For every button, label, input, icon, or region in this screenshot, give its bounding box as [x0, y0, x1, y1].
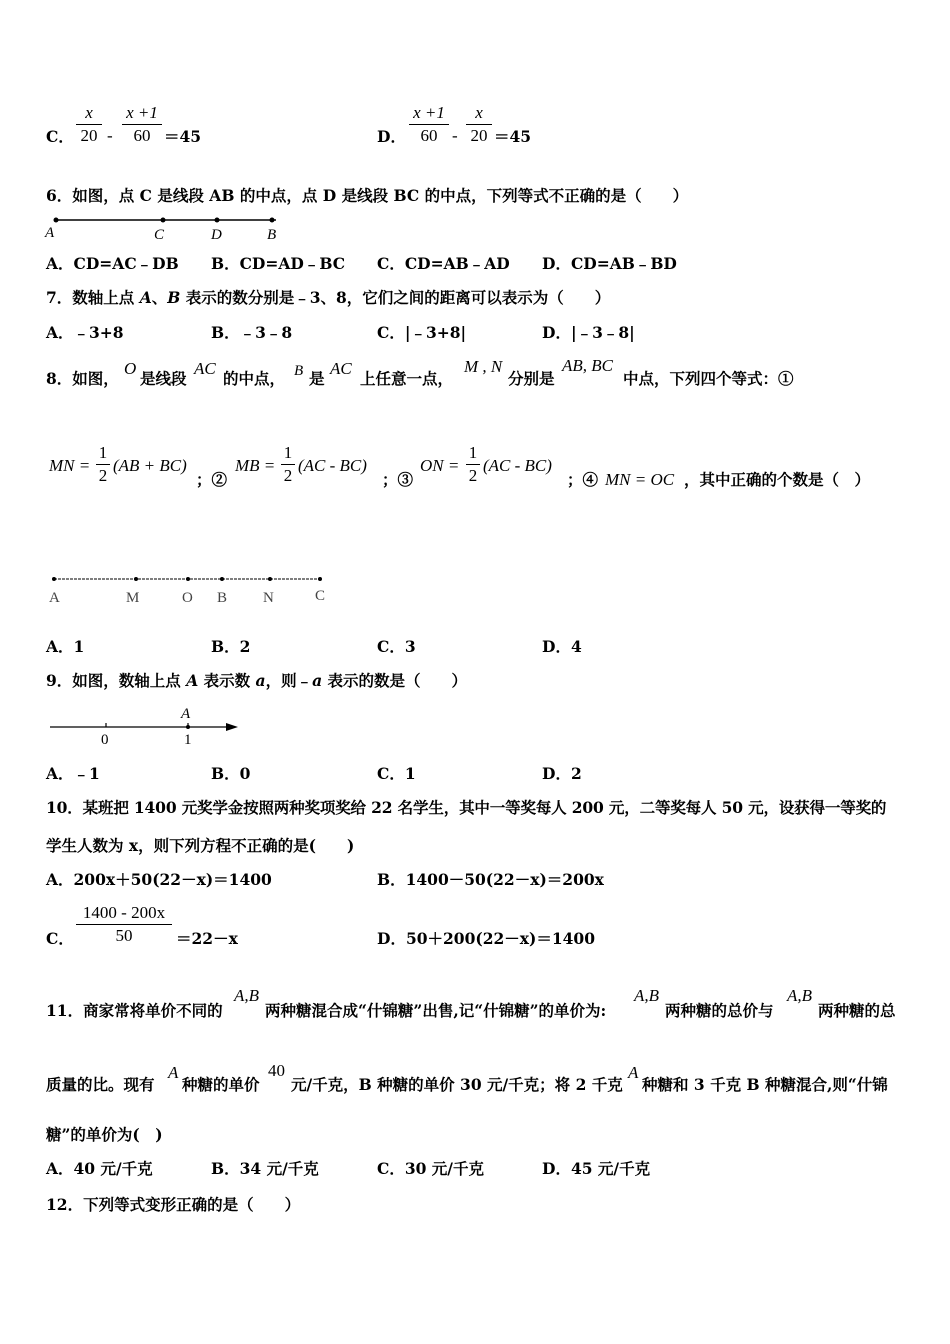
q8-option-a: A．1: [46, 637, 85, 656]
q5-option-d-label: D．: [377, 127, 406, 146]
q9-number-line: [46, 704, 246, 749]
q5-d-fraction-1: x +1 60: [409, 103, 449, 146]
q6-point-b-label: B: [267, 227, 277, 243]
q6-point-d-dot: [215, 218, 220, 223]
q7-option-d: D．|﹣3﹣8|: [542, 323, 635, 342]
q8-point-a-dot: [52, 577, 56, 581]
q10-option-b: B．1400－50(22－x)＝200x: [377, 870, 604, 889]
q9-option-d: D．2: [542, 764, 582, 783]
q9-arrow-icon: [226, 723, 238, 731]
q5-c-fraction-2: x +1 60: [122, 103, 162, 146]
q8-option-d: D．4: [542, 637, 582, 656]
q8-option-c: C．3: [377, 637, 416, 656]
q8-point-o-dot: [186, 577, 190, 581]
q8-eq1-rhs: (AB + BC): [113, 456, 187, 475]
q8-eq2-half: 1 2: [281, 443, 295, 486]
q8-point-m-label: M: [126, 590, 140, 606]
q6-point-c-label: C: [154, 227, 165, 243]
q10-option-a: A．200x＋50(22－x)＝1400: [46, 870, 272, 889]
q11-option-a: A．40 元/千克: [46, 1159, 153, 1178]
q9-tick-1-label: 1: [184, 732, 192, 748]
q6-option-a: A．CD=AC﹣DB: [46, 254, 179, 273]
q6-point-b-dot: [270, 218, 275, 223]
q6-point-a-dot: [54, 218, 59, 223]
q8-point-m-dot: [134, 577, 138, 581]
q8-point-a-label: A: [49, 590, 60, 606]
q8-point-c-label: C: [315, 588, 326, 604]
q8-eq3-lhs: ON =: [420, 456, 460, 475]
q8-point-b-dot: [220, 577, 224, 581]
q6-option-b: B．CD=AD﹣BC: [211, 254, 346, 273]
q11-option-d: D．45 元/千克: [542, 1159, 651, 1178]
q8-point-c-dot: [318, 577, 322, 581]
q5-option-c-label: C．: [46, 127, 74, 146]
q5-d-fraction-2: x 20: [466, 103, 492, 146]
q9-option-b: B．0: [211, 764, 251, 783]
q10-stem-line-2: 学生人数为 x，则下列方程不正确的是( ): [46, 836, 355, 855]
q9-point-a-dot: [186, 725, 190, 729]
q8-eq3-half: 1 2: [466, 443, 480, 486]
q9-option-a: A．﹣1: [46, 764, 100, 783]
q8-point-n-label: N: [263, 590, 274, 606]
q9-tick-0-label: 0: [101, 732, 109, 748]
q8-point-o-label: O: [182, 590, 193, 606]
q6-point-a-label: A: [45, 225, 55, 241]
q7-option-a: A．﹣3+8: [46, 323, 124, 342]
q12-stem: 12．下列等式变形正确的是（ ）: [46, 1195, 301, 1214]
q7-option-b: B．﹣3﹣8: [211, 323, 293, 342]
q7-stem: 7．数轴上点 A、B 表示的数分别是﹣3、8，它们之间的距离可以表示为（ ）: [46, 288, 611, 307]
q8-eq4: MN = OC: [605, 470, 675, 489]
q6-segment-figure: [44, 212, 284, 242]
q9-option-c: C．1: [377, 764, 416, 783]
q10-c-fraction: 1400 - 200x 50: [76, 903, 172, 946]
q8-point-n-dot: [268, 577, 272, 581]
q8-segment-figure: [46, 570, 336, 610]
q11-option-c: C．30 元/千克: [377, 1159, 484, 1178]
q6-point-d-label: D: [211, 227, 222, 243]
q6-option-c: C．CD=AB﹣AD: [377, 254, 510, 273]
q7-option-c: C．|﹣3+8|: [377, 323, 467, 342]
q6-stem: 6．如图，点 C 是线段 AB 的中点，点 D 是线段 BC 的中点，下列等式不正确的是（ ）: [46, 186, 689, 205]
q6-option-d: D．CD=AB﹣BD: [542, 254, 677, 273]
q8-eq3-rhs: (AC - BC): [483, 456, 552, 475]
q11-option-b: B．34 元/千克: [211, 1159, 319, 1178]
q9-point-a-label: A: [181, 706, 191, 722]
q8-point-b-label: B: [217, 590, 228, 606]
q5-c-fraction-1: x 20: [76, 103, 102, 146]
q10-option-d: D．50＋200(22－x)＝1400: [377, 929, 595, 948]
q9-stem: 9．如图，数轴上点 A 表示数 a，则﹣a 表示的数是（ ）: [46, 671, 468, 690]
q6-point-c-dot: [161, 218, 166, 223]
q8-eq1-half: 1 2: [96, 443, 110, 486]
q8-eq1-lhs: MN =: [49, 456, 91, 475]
q8-eq2-rhs: (AC - BC): [298, 456, 367, 475]
q8-option-b: B．2: [211, 637, 251, 656]
q10-stem-line-1: 10．某班把 1400 元奖学金按照两种奖项奖给 22 名学生，其中一等奖每人 200 元，二等奖每人 50 元，设获得一等奖的: [46, 798, 887, 817]
q8-eq2-lhs: MB =: [235, 456, 276, 475]
